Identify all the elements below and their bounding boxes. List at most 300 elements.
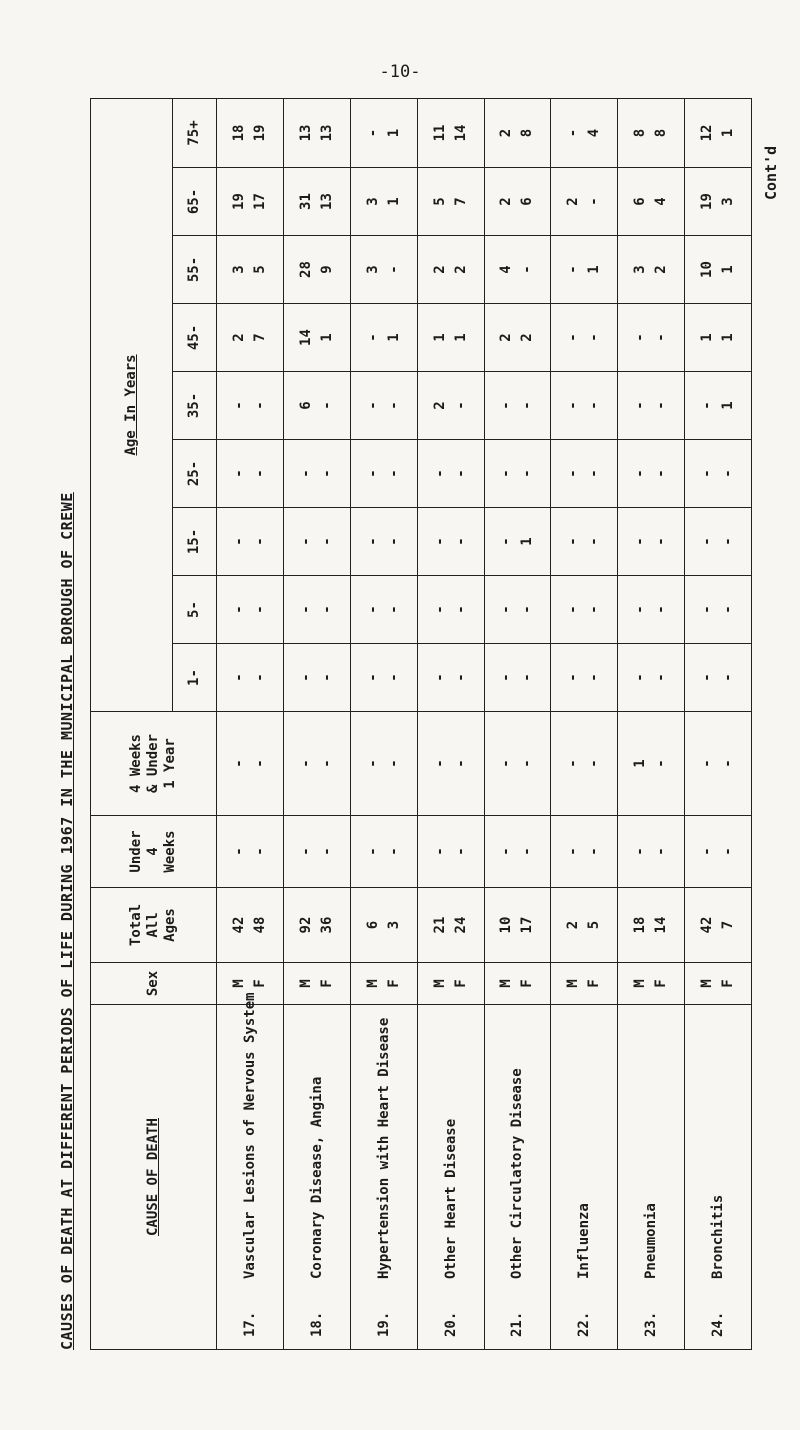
sex-cell [551, 963, 618, 1005]
age-cell [551, 168, 618, 236]
under-4-weeks-header-line: Under [128, 830, 145, 873]
total-cell [484, 888, 551, 963]
4-weeks-header-line: & Under [145, 734, 162, 794]
age-cell [551, 304, 618, 372]
4-weeks-to-1-year-cell-male: - [498, 759, 515, 768]
cause-cell [551, 1005, 618, 1350]
4-weeks-to-1-year-cell-female: - [720, 759, 737, 768]
table-row [350, 98, 417, 1349]
age-cell [484, 508, 551, 576]
4-weeks-to-1-year-cell-male: - [699, 759, 716, 768]
age-cell-female: 1 [586, 265, 603, 274]
age-group-label: Age In Years [123, 354, 140, 456]
age-cell-female: 7 [251, 333, 268, 342]
table-row [484, 98, 551, 1349]
total-cell [217, 888, 284, 963]
age-cell [283, 440, 350, 508]
age-cell [551, 236, 618, 304]
under-4-weeks-cell-female: - [385, 847, 402, 856]
age-cell-male: - [565, 265, 582, 274]
sex-cell [283, 963, 350, 1005]
age-cell-female: - [452, 673, 469, 682]
4-weeks-to-1-year-cell-female: - [586, 759, 603, 768]
total-cell-male: 18 [632, 916, 649, 934]
total-header [91, 888, 217, 963]
age-cell-male: 2 [498, 128, 515, 138]
sex-cell-female: F [653, 979, 670, 988]
total-cell-female: 7 [720, 920, 737, 930]
4-weeks-to-1-year-cell [484, 712, 551, 816]
sex-cell-male: M [632, 979, 649, 988]
age-cell [685, 98, 752, 167]
age-cell-female: - [251, 469, 268, 478]
under-4-weeks-cell [417, 816, 484, 888]
table-row [283, 98, 350, 1349]
age-cell [685, 576, 752, 644]
age-cell-male: - [632, 469, 649, 478]
age-cell [551, 644, 618, 712]
total-cell-male: 6 [364, 920, 381, 930]
age-cell [618, 98, 685, 167]
4-weeks-to-1-year-cell-female: - [251, 759, 268, 768]
age-cell-male: - [699, 673, 716, 682]
age-cell-male: - [297, 673, 314, 682]
4-weeks-to-1-year-cell [685, 712, 752, 816]
sex-cell [350, 963, 417, 1005]
age-cell-female: - [720, 537, 737, 546]
age-cell [417, 168, 484, 236]
age-cell-male: - [699, 537, 716, 546]
under-4-weeks-header-line: 4 [145, 847, 162, 856]
cause-name: Vascular Lesions of Nervous System [241, 992, 258, 1279]
age-header: 5- [173, 576, 217, 644]
total-cell [551, 888, 618, 963]
document-title: CAUSES OF DEATH AT DIFFERENT PERIODS OF LIFE DURING 1967 IN THE MUNICIPAL BOROUGH OF CREWE [58, 492, 76, 1350]
age-cell [350, 644, 417, 712]
age-cell-male: - [565, 537, 582, 546]
age-header: 75+ [173, 98, 217, 167]
age-cell-female: - [519, 605, 536, 614]
age-cell [283, 98, 350, 167]
cause-number: 23. [643, 1311, 660, 1337]
cause-name: Bronchitis [710, 1194, 727, 1279]
age-cell [417, 304, 484, 372]
age-cell-female: 5 [251, 265, 268, 274]
age-cell-female: - [586, 197, 603, 206]
age-cell [417, 644, 484, 712]
age-cell [484, 440, 551, 508]
age-cell [484, 168, 551, 236]
age-cell [618, 508, 685, 576]
under-4-weeks-cell-male: - [699, 847, 716, 856]
age-cell [417, 440, 484, 508]
age-cell-male: - [297, 537, 314, 546]
age-cell [618, 304, 685, 372]
sex-cell-male: M [498, 979, 515, 988]
under-4-weeks-cell-female: - [452, 847, 469, 856]
age-cell-male: - [632, 673, 649, 682]
age-cell-female: - [720, 605, 737, 614]
age-cell-female: 1 [720, 128, 737, 138]
age-cell [417, 508, 484, 576]
age-cell [350, 508, 417, 576]
age-cell-female: - [452, 605, 469, 614]
cause-cell [350, 1005, 417, 1350]
age-cell [217, 98, 284, 167]
age-cell-male: - [364, 673, 381, 682]
total-header-line: Ages [161, 908, 178, 942]
age-cell [685, 440, 752, 508]
4-weeks-to-1-year-cell-male: - [364, 759, 381, 768]
age-header: 45- [173, 304, 217, 372]
age-cell-female: - [586, 401, 603, 410]
cause-number: 20. [442, 1311, 459, 1337]
age-cell [283, 236, 350, 304]
under-4-weeks-cell-female: - [251, 847, 268, 856]
age-cell [484, 98, 551, 167]
age-cell-female: 8 [653, 128, 670, 138]
total-header-line: Total [128, 903, 145, 947]
table-row [417, 98, 484, 1349]
sex-cell-female: F [251, 979, 268, 988]
age-cell-male: 11 [431, 124, 448, 142]
age-cell [618, 644, 685, 712]
age-cell [484, 236, 551, 304]
age-cell [685, 304, 752, 372]
sex-cell [417, 963, 484, 1005]
age-cell-male: 4 [498, 265, 515, 274]
age-cell-female: 1 [720, 401, 737, 410]
age-cell-female: - [318, 537, 335, 546]
age-cell-female: 3 [720, 197, 737, 206]
age-cell-female: - [385, 673, 402, 682]
under-4-weeks-cell-female: - [519, 847, 536, 856]
age-cell [217, 576, 284, 644]
cause-number: 18. [308, 1311, 325, 1337]
age-cell-female: 1 [385, 333, 402, 342]
age-cell [551, 508, 618, 576]
age-cell-female: 19 [251, 124, 268, 142]
cause-header: CAUSE OF DEATH [91, 1005, 217, 1350]
age-header: 55- [173, 236, 217, 304]
age-cell [551, 98, 618, 167]
page-number: -10- [379, 62, 421, 82]
cause-number: 19. [375, 1311, 392, 1337]
age-cell-female: - [586, 537, 603, 546]
4-weeks-to-1-year-cell [283, 712, 350, 816]
age-cell-male: 2 [565, 197, 582, 206]
age-cell-male: 3 [364, 265, 381, 274]
sex-cell-male: M [230, 979, 247, 988]
4-weeks-header-line: 4 Weeks [128, 734, 145, 794]
age-cell [685, 236, 752, 304]
age-cell-male: 2 [230, 333, 247, 342]
age-cell-female: - [519, 401, 536, 410]
age-cell [217, 644, 284, 712]
age-cell-male: - [565, 673, 582, 682]
cause-number: 22. [576, 1311, 593, 1337]
age-cell-male: - [431, 605, 448, 614]
age-cell-male: - [632, 333, 649, 342]
age-cell-male: 3 [364, 197, 381, 206]
age-cell [685, 372, 752, 440]
age-cell-female: - [385, 605, 402, 614]
age-cell [217, 440, 284, 508]
age-cell [217, 372, 284, 440]
age-cell-male: 3 [632, 265, 649, 274]
age-cell-male: 1 [431, 333, 448, 342]
age-cell-female: - [318, 401, 335, 410]
age-cell-female: - [653, 673, 670, 682]
total-cell-male: 21 [431, 916, 448, 934]
under-4-weeks-cell-female: - [653, 847, 670, 856]
age-group-header [91, 98, 173, 711]
age-cell [417, 98, 484, 167]
age-cell-female: 9 [318, 265, 335, 274]
age-cell [283, 168, 350, 236]
age-cell [685, 168, 752, 236]
age-cell-male: - [431, 469, 448, 478]
age-cell-male: 5 [431, 197, 448, 206]
total-cell-male: 10 [498, 916, 515, 934]
age-cell-female: 1 [720, 265, 737, 274]
cause-cell [685, 1005, 752, 1350]
under-4-weeks-cell-male: - [565, 847, 582, 856]
under-4-weeks-cell-female: - [318, 847, 335, 856]
age-cell-male: - [230, 401, 247, 410]
age-cell [217, 304, 284, 372]
age-cell-male: - [632, 401, 649, 410]
age-cell-female: - [452, 537, 469, 546]
sex-cell-female: F [720, 979, 737, 988]
age-cell-male: - [230, 469, 247, 478]
age-cell-male: - [565, 469, 582, 478]
age-cell [618, 440, 685, 508]
total-cell [618, 888, 685, 963]
age-cell-female: - [586, 469, 603, 478]
under-4-weeks-cell-female: - [586, 847, 603, 856]
cause-number: 17. [241, 1311, 258, 1337]
age-cell-male: 31 [297, 193, 314, 210]
age-cell-male: 2 [431, 265, 448, 274]
age-cell [350, 168, 417, 236]
age-cell-female: 6 [519, 197, 536, 206]
sex-cell [484, 963, 551, 1005]
age-cell-female: 1 [318, 333, 335, 342]
age-cell-male: - [364, 537, 381, 546]
age-cell-male: - [364, 605, 381, 614]
age-header: 65- [173, 168, 217, 236]
age-cell [350, 98, 417, 167]
age-cell-female: - [318, 605, 335, 614]
age-cell-male: - [297, 605, 314, 614]
cause-name: Other Heart Disease [442, 1118, 459, 1279]
causes-of-death-table [90, 98, 752, 1350]
4-weeks-to-1-year-cell-female: - [519, 759, 536, 768]
age-cell-female: - [519, 673, 536, 682]
age-cell-female: 2 [452, 265, 469, 274]
age-cell-female: - [653, 333, 670, 342]
age-cell-female: - [318, 673, 335, 682]
age-cell-female: 14 [452, 124, 469, 142]
age-cell-male: 13 [297, 124, 314, 142]
age-cell-male: - [230, 673, 247, 682]
4-weeks-to-1-year-cell-male: - [230, 759, 247, 768]
4-weeks-to-1-year-cell-female: - [385, 759, 402, 768]
age-cell [283, 576, 350, 644]
age-cell-female: 1 [385, 197, 402, 206]
age-cell-male: - [498, 401, 515, 410]
under-4-weeks-cell [484, 816, 551, 888]
age-cell-female: - [653, 605, 670, 614]
age-cell-female: - [385, 469, 402, 478]
4-weeks-to-1-year-cell-male: - [431, 759, 448, 768]
age-header: 25- [173, 440, 217, 508]
sex-cell-female: F [385, 979, 402, 988]
age-cell-male: 19 [699, 193, 716, 210]
total-cell-female: 5 [586, 920, 603, 930]
age-cell [417, 236, 484, 304]
age-cell-female: 2 [653, 265, 670, 274]
4-weeks-to-1-year-header [91, 712, 217, 816]
age-cell-female: - [318, 469, 335, 478]
under-4-weeks-cell [551, 816, 618, 888]
cause-cell [283, 1005, 350, 1350]
age-cell [618, 576, 685, 644]
age-cell-male: 2 [431, 401, 448, 410]
total-cell-male: 92 [297, 916, 314, 934]
age-cell-male: - [632, 605, 649, 614]
age-cell-male: 1 [699, 333, 716, 342]
age-cell-female: 1 [519, 537, 536, 546]
4-weeks-to-1-year-cell [217, 712, 284, 816]
age-cell-male: - [699, 401, 716, 410]
age-cell-female: - [653, 537, 670, 546]
age-cell-female: 17 [251, 193, 268, 210]
age-cell-female: - [251, 673, 268, 682]
age-cell-male: 8 [632, 128, 649, 138]
age-cell-male: - [699, 469, 716, 478]
age-cell [283, 372, 350, 440]
age-cell-male: - [699, 605, 716, 614]
age-cell-female: - [251, 605, 268, 614]
age-cell-male: 18 [230, 124, 247, 142]
age-cell-female: - [251, 401, 268, 410]
age-cell-male: - [498, 673, 515, 682]
total-cell-male: 2 [565, 920, 582, 930]
4-weeks-to-1-year-cell-female: - [318, 759, 335, 768]
total-cell-female: 24 [452, 916, 469, 934]
age-cell-female: - [586, 333, 603, 342]
age-cell-female: - [385, 401, 402, 410]
age-cell-female: 8 [519, 128, 536, 138]
under-4-weeks-cell [685, 816, 752, 888]
age-cell [350, 304, 417, 372]
sex-cell [618, 963, 685, 1005]
age-cell-female: 1 [385, 128, 402, 138]
age-cell [685, 644, 752, 712]
4-weeks-to-1-year-cell-male: 1 [632, 759, 649, 768]
age-cell-female: 2 [519, 333, 536, 342]
age-cell-female: - [251, 537, 268, 546]
sex-cell-female: F [519, 979, 536, 988]
sex-cell-male: M [565, 979, 582, 988]
under-4-weeks-cell-male: - [632, 847, 649, 856]
under-4-weeks-cell-male: - [431, 847, 448, 856]
age-cell [350, 236, 417, 304]
total-cell-female: 48 [251, 916, 268, 934]
sex-cell [685, 963, 752, 1005]
sex-cell-male: M [297, 979, 314, 988]
age-header: 15- [173, 508, 217, 576]
under-4-weeks-cell-male: - [230, 847, 247, 856]
sex-cell-male: M [699, 979, 716, 988]
age-header: 35- [173, 372, 217, 440]
age-cell-female: 7 [452, 197, 469, 206]
total-cell-male: 42 [699, 916, 716, 934]
age-cell-female: - [720, 469, 737, 478]
age-cell [217, 236, 284, 304]
age-cell-male: - [431, 537, 448, 546]
total-cell [685, 888, 752, 963]
age-cell-female: 1 [452, 333, 469, 342]
age-cell [350, 576, 417, 644]
age-cell-male: 28 [297, 261, 314, 278]
age-cell-male: 12 [699, 124, 716, 142]
age-cell [283, 508, 350, 576]
age-cell-female: - [385, 265, 402, 274]
cause-cell [217, 992, 284, 1350]
age-cell-male: - [297, 469, 314, 478]
sex-cell-female: F [318, 979, 335, 988]
cause-number: 21. [509, 1311, 526, 1337]
cause-name: Other Circulatory Disease [509, 1068, 526, 1279]
4-weeks-to-1-year-cell [551, 712, 618, 816]
under-4-weeks-cell [217, 816, 284, 888]
age-cell-female: - [452, 401, 469, 410]
age-cell-male: - [364, 401, 381, 410]
age-cell-male: - [230, 605, 247, 614]
under-4-weeks-cell-female: - [720, 847, 737, 856]
cause-name: Pneumonia [643, 1203, 660, 1279]
age-cell-female: 1 [720, 333, 737, 342]
age-cell-male: 2 [498, 333, 515, 342]
age-cell-female: - [653, 401, 670, 410]
age-cell [350, 440, 417, 508]
age-cell-male: - [565, 128, 582, 138]
total-cell-female: 36 [318, 916, 335, 934]
cause-cell [417, 1005, 484, 1350]
under-4-weeks-cell-male: - [364, 847, 381, 856]
age-cell [551, 576, 618, 644]
under-4-weeks-cell [350, 816, 417, 888]
age-cell-male: 2 [498, 197, 515, 206]
total-cell [350, 888, 417, 963]
age-cell-male: - [498, 469, 515, 478]
age-cell-female: - [519, 265, 536, 274]
total-cell-male: 42 [230, 916, 247, 934]
age-cell-male: - [565, 333, 582, 342]
age-cell-male: 10 [699, 261, 716, 278]
under-4-weeks-header-line: Weeks [161, 830, 178, 873]
age-cell-female: - [586, 673, 603, 682]
age-cell-female: - [519, 469, 536, 478]
cause-name: Hypertension with Heart Disease [375, 1017, 392, 1279]
total-cell [417, 888, 484, 963]
age-cell-male: 6 [632, 197, 649, 206]
age-header: 1- [173, 644, 217, 712]
age-cell [484, 576, 551, 644]
